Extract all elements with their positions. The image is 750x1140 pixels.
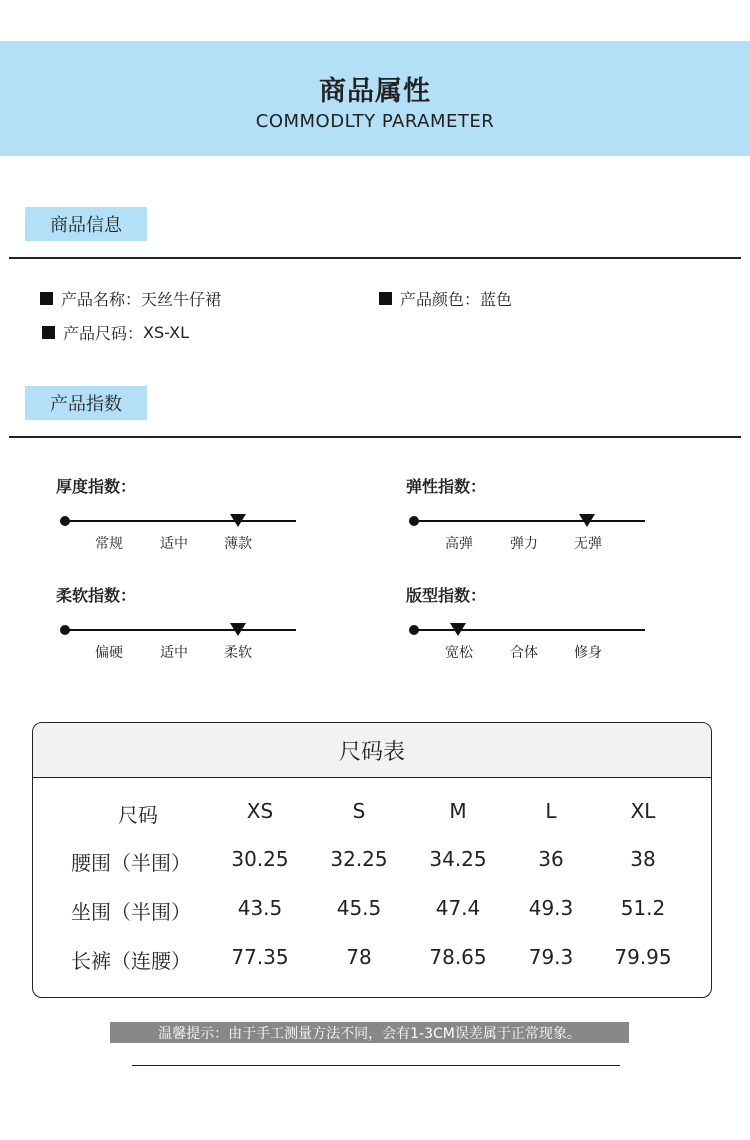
scale-label: 高弹 bbox=[445, 536, 473, 552]
scale-start-dot-icon bbox=[409, 625, 419, 635]
section-divider bbox=[9, 257, 741, 259]
scale-label: 宽松 bbox=[445, 645, 473, 661]
index-scale-softness bbox=[60, 620, 300, 660]
table-cell: 30.25 bbox=[231, 847, 289, 871]
table-cell: 78.65 bbox=[429, 945, 487, 969]
table-cell: 79.95 bbox=[614, 945, 672, 969]
page-title: 商品属性 bbox=[319, 76, 431, 107]
index-title-thickness: 厚度指数： bbox=[56, 477, 137, 496]
table-row bbox=[33, 896, 711, 926]
table-cell: 45.5 bbox=[336, 896, 382, 920]
scale-marker-icon bbox=[579, 514, 595, 527]
info-value: 天丝牛仔裙 bbox=[141, 290, 222, 309]
table-cell: 79.3 bbox=[528, 945, 574, 969]
scale-label: 修身 bbox=[574, 645, 602, 661]
page-subtitle: COMMODLTY PARAMETER bbox=[255, 111, 495, 132]
info-label: 产品尺码： bbox=[63, 324, 144, 343]
table-cell: 47.4 bbox=[435, 896, 481, 920]
bullet-square-icon bbox=[42, 326, 55, 339]
scale-label: 柔软 bbox=[224, 645, 252, 661]
scale-start-dot-icon bbox=[409, 516, 419, 526]
info-product-name bbox=[40, 287, 221, 310]
bottom-divider bbox=[132, 1065, 620, 1066]
table-row-label: 坐围（半围） bbox=[71, 900, 191, 924]
table-row bbox=[33, 847, 711, 877]
index-scale-thickness bbox=[60, 511, 300, 551]
scale-line bbox=[413, 520, 645, 522]
scale-line bbox=[64, 520, 296, 522]
scale-start-dot-icon bbox=[60, 516, 70, 526]
info-value: 蓝色 bbox=[480, 290, 513, 309]
scale-label: 偏硬 bbox=[95, 645, 123, 661]
section-label-product-info: 商品信息 bbox=[25, 207, 147, 241]
table-cell: 78 bbox=[346, 945, 372, 969]
section-divider bbox=[9, 436, 741, 438]
table-cell: 32.25 bbox=[330, 847, 388, 871]
table-header-cell: 尺码 bbox=[118, 803, 158, 827]
table-row-label: 长裤（连腰） bbox=[71, 949, 191, 973]
table-cell: 51.2 bbox=[620, 896, 666, 920]
table-row-label: 腰围（半围） bbox=[71, 851, 191, 875]
size-table-header-row bbox=[33, 799, 711, 829]
table-header-cell: XL bbox=[630, 799, 656, 823]
table-header-cell: M bbox=[449, 799, 467, 823]
scale-label: 合体 bbox=[510, 645, 538, 661]
scale-label: 适中 bbox=[160, 536, 188, 552]
table-cell: 36 bbox=[538, 847, 564, 871]
scale-marker-icon bbox=[230, 623, 246, 636]
index-scale-fit bbox=[409, 620, 649, 660]
scale-label: 弹力 bbox=[510, 536, 538, 552]
header-banner bbox=[0, 41, 750, 156]
index-title-elasticity: 弹性指数： bbox=[406, 477, 487, 496]
index-title-fit: 版型指数： bbox=[406, 586, 487, 605]
scale-line bbox=[413, 629, 645, 631]
scale-label: 适中 bbox=[160, 645, 188, 661]
scale-marker-icon bbox=[230, 514, 246, 527]
info-label: 产品颜色： bbox=[400, 290, 481, 309]
index-title-softness: 柔软指数： bbox=[56, 586, 137, 605]
size-table-title: 尺码表 bbox=[33, 723, 711, 778]
info-value: XS-XL bbox=[143, 323, 189, 342]
table-row bbox=[33, 945, 711, 975]
table-cell: 34.25 bbox=[429, 847, 487, 871]
scale-start-dot-icon bbox=[60, 625, 70, 635]
measurement-notice: 温馨提示：由于手工测量方法不同，会有1-3CM误差属于正常现象。 bbox=[110, 1022, 629, 1043]
bullet-square-icon bbox=[40, 292, 53, 305]
table-cell: 38 bbox=[630, 847, 656, 871]
size-table bbox=[32, 722, 712, 998]
table-header-cell: XS bbox=[246, 799, 274, 823]
section-label-product-index: 产品指数 bbox=[25, 386, 147, 420]
scale-label: 薄款 bbox=[224, 536, 252, 552]
table-header-cell: S bbox=[352, 799, 366, 823]
scale-marker-icon bbox=[450, 623, 466, 636]
table-header-cell: L bbox=[545, 799, 557, 823]
scale-line bbox=[64, 629, 296, 631]
index-scale-elasticity bbox=[409, 511, 649, 551]
bullet-square-icon bbox=[379, 292, 392, 305]
info-product-size bbox=[42, 321, 189, 344]
info-product-color bbox=[379, 287, 512, 310]
table-cell: 77.35 bbox=[231, 945, 289, 969]
scale-label: 常规 bbox=[95, 536, 123, 552]
scale-label: 无弹 bbox=[574, 536, 602, 552]
info-label: 产品名称： bbox=[61, 290, 142, 309]
table-cell: 49.3 bbox=[528, 896, 574, 920]
table-cell: 43.5 bbox=[237, 896, 283, 920]
